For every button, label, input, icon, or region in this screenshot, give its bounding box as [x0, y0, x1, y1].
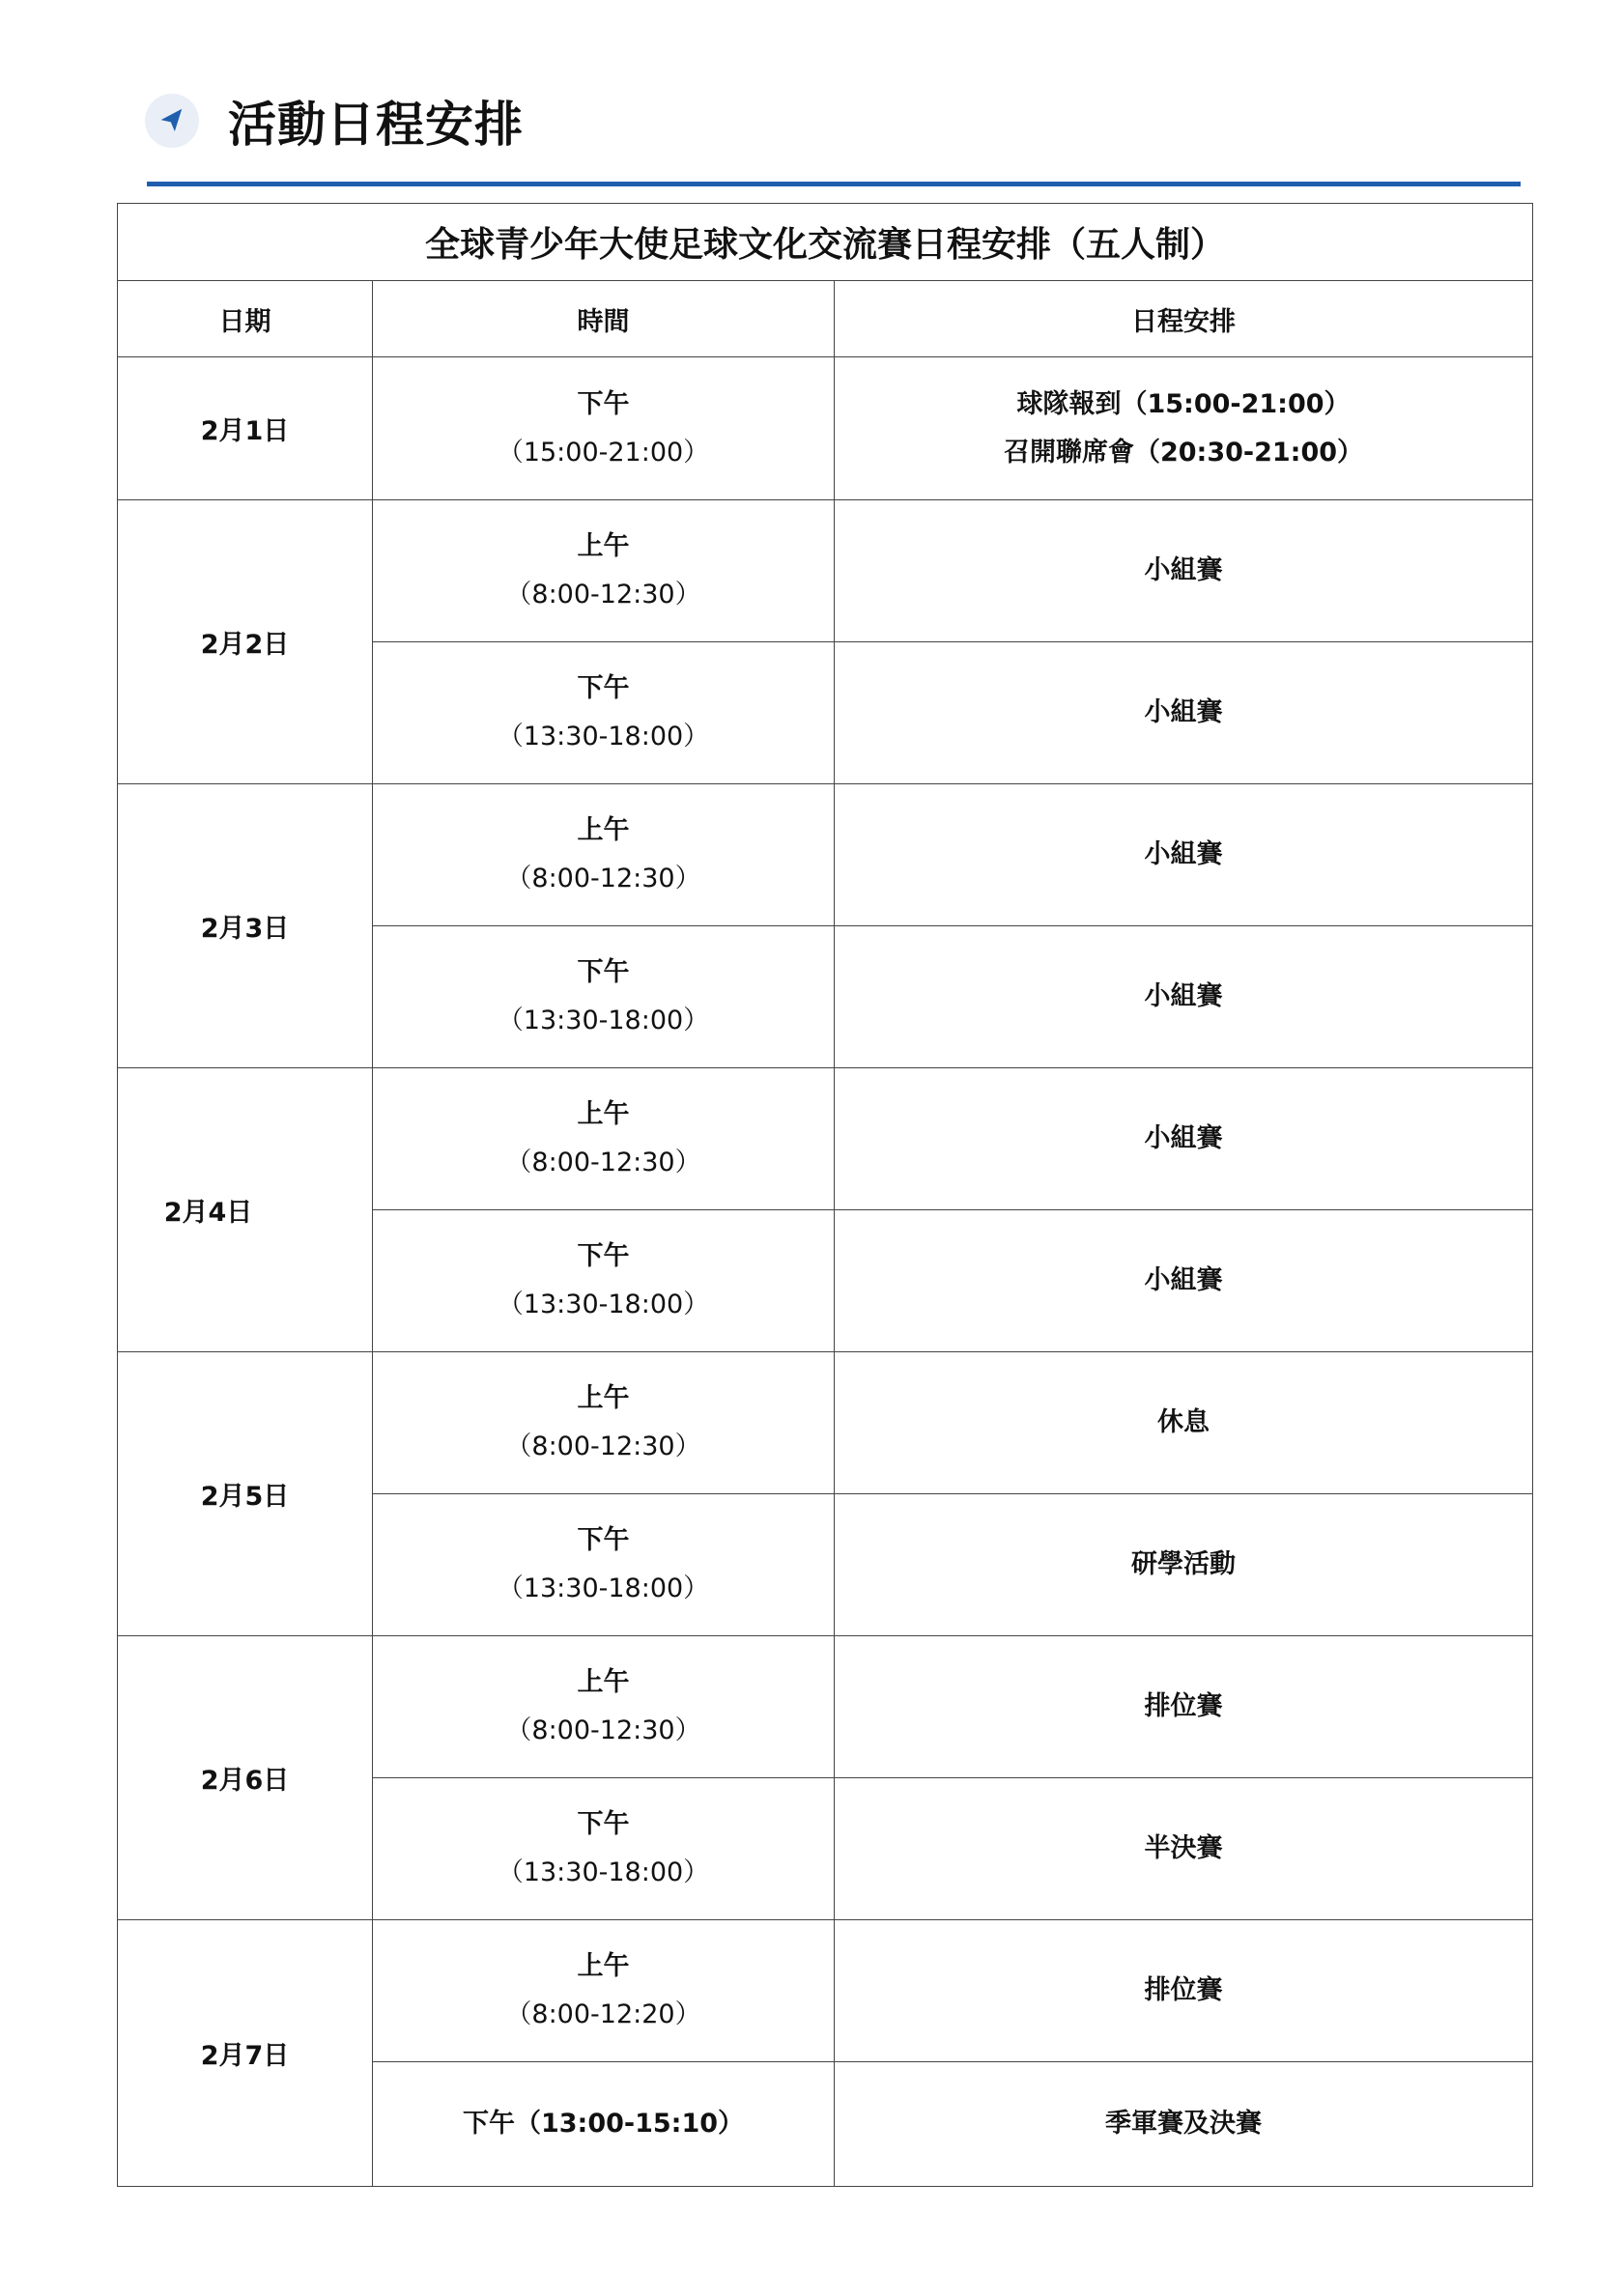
- schedule-item: 小組賽: [1144, 555, 1223, 585]
- time-cell: [373, 500, 835, 642]
- schedule-cell: [835, 1068, 1533, 1210]
- schedule-cell: [835, 1920, 1533, 2062]
- date-label: 2月5日: [200, 1482, 290, 1512]
- time-cell: [373, 1068, 835, 1210]
- schedule-cell: [835, 1352, 1533, 1494]
- time-range: （13:30-18:00）: [497, 1857, 710, 1887]
- date-cell: [118, 357, 373, 500]
- time-cell: [373, 642, 835, 784]
- table-row: [118, 357, 1533, 500]
- time-period: 上午: [577, 1667, 630, 1697]
- date-label: 2月1日: [200, 416, 290, 446]
- table-row: [118, 1068, 1533, 1210]
- time-range: （8:00-12:30）: [505, 864, 701, 893]
- date-label: 2月6日: [200, 1766, 290, 1796]
- time-range: （8:00-12:30）: [505, 1431, 701, 1461]
- time-period: 上午: [577, 1951, 630, 1981]
- schedule-item: 排位賽: [1144, 1975, 1223, 2005]
- table-title: 全球青少年大使足球文化交流賽日程安排（五人制）: [118, 204, 1533, 281]
- time-cell: [373, 1636, 835, 1778]
- table-row: [118, 784, 1533, 926]
- schedule-item: 小組賽: [1144, 981, 1223, 1011]
- time-range: （8:00-12:30）: [505, 1148, 701, 1177]
- table-row: [118, 1352, 1533, 1494]
- time-range: （8:00-12:20）: [505, 1999, 701, 2029]
- date-cell: [118, 1636, 373, 1920]
- schedule-cell: [835, 1778, 1533, 1920]
- time-period: 下午: [577, 1809, 630, 1839]
- date-label: 2月4日: [163, 1198, 253, 1228]
- schedule-cell: [835, 784, 1533, 926]
- date-cell: [118, 1068, 373, 1352]
- schedule-cell: [835, 642, 1533, 784]
- time-cell: [373, 357, 835, 500]
- page-title: 活動日程安排: [228, 97, 524, 153]
- schedule-cell: [835, 926, 1533, 1068]
- schedule-item: 研學活動: [1131, 1549, 1236, 1579]
- time-cell: [373, 1920, 835, 2062]
- date-label: 2月7日: [200, 2041, 290, 2071]
- time-period: 上午: [577, 1383, 630, 1413]
- heading-divider: [147, 182, 1521, 186]
- schedule-item: 小組賽: [1144, 1265, 1223, 1295]
- schedule-item: 小組賽: [1144, 839, 1223, 869]
- time-range: （15:00-21:00）: [497, 437, 710, 468]
- schedule-item: 半決賽: [1144, 1833, 1223, 1863]
- schedule-item: 小組賽: [1144, 1123, 1223, 1153]
- schedule-item: 球隊報到（15:00-21:00）: [1016, 388, 1351, 419]
- schedule-item: 季軍賽及決賽: [1105, 2109, 1262, 2139]
- time-cell: [373, 784, 835, 926]
- time-period: 上午: [577, 531, 630, 561]
- time-period: 下午: [577, 957, 630, 987]
- time-cell: [373, 1494, 835, 1636]
- schedule-cell: [835, 357, 1533, 500]
- date-cell: [118, 1352, 373, 1636]
- table-row: [118, 500, 1533, 642]
- section-heading: [145, 87, 524, 155]
- schedule-item: 召開聯席會（20:30-21:00）: [1003, 437, 1364, 468]
- time-range: （13:30-18:00）: [497, 1006, 710, 1035]
- date-cell: [118, 500, 373, 784]
- time-range: （8:00-12:30）: [505, 1715, 701, 1745]
- table-row: [118, 1636, 1533, 1778]
- schedule-item: 排位賽: [1144, 1691, 1223, 1721]
- schedule-table: [117, 203, 1533, 2187]
- table-row: [118, 1920, 1533, 2062]
- time-period: 上午: [577, 815, 630, 845]
- time-cell: [373, 1352, 835, 1494]
- schedule-cell: [835, 2062, 1533, 2187]
- schedule-cell: [835, 1636, 1533, 1778]
- schedule-cell: [835, 1210, 1533, 1352]
- time-range: （8:00-12:30）: [505, 580, 701, 609]
- date-cell: [118, 1920, 373, 2187]
- date-label: 2月2日: [200, 630, 290, 660]
- time-period: 上午: [577, 1099, 630, 1129]
- time-cell: [373, 926, 835, 1068]
- time-cell: [373, 2062, 835, 2187]
- time-range: （13:30-18:00）: [497, 1290, 710, 1319]
- schedule-item: 休息: [1157, 1407, 1210, 1437]
- time-cell: [373, 1210, 835, 1352]
- time-period: 下午: [577, 388, 630, 419]
- time-period: 下午（13:00-15:10）: [462, 2109, 745, 2139]
- time-cell: [373, 1778, 835, 1920]
- schedule-item: 小組賽: [1144, 697, 1223, 727]
- time-range: （13:30-18:00）: [497, 722, 710, 751]
- schedule-cell: [835, 500, 1533, 642]
- time-period: 下午: [577, 1525, 630, 1555]
- column-header-schedule: 日程安排: [835, 281, 1533, 357]
- column-header-date: 日期: [118, 281, 373, 357]
- navigation-arrow-icon: [145, 94, 199, 148]
- date-label: 2月3日: [200, 914, 290, 944]
- time-period: 下午: [577, 673, 630, 703]
- schedule-cell: [835, 1494, 1533, 1636]
- time-period: 下午: [577, 1241, 630, 1271]
- date-cell: [118, 784, 373, 1068]
- column-header-time: 時間: [373, 281, 835, 357]
- time-range: （13:30-18:00）: [497, 1573, 710, 1603]
